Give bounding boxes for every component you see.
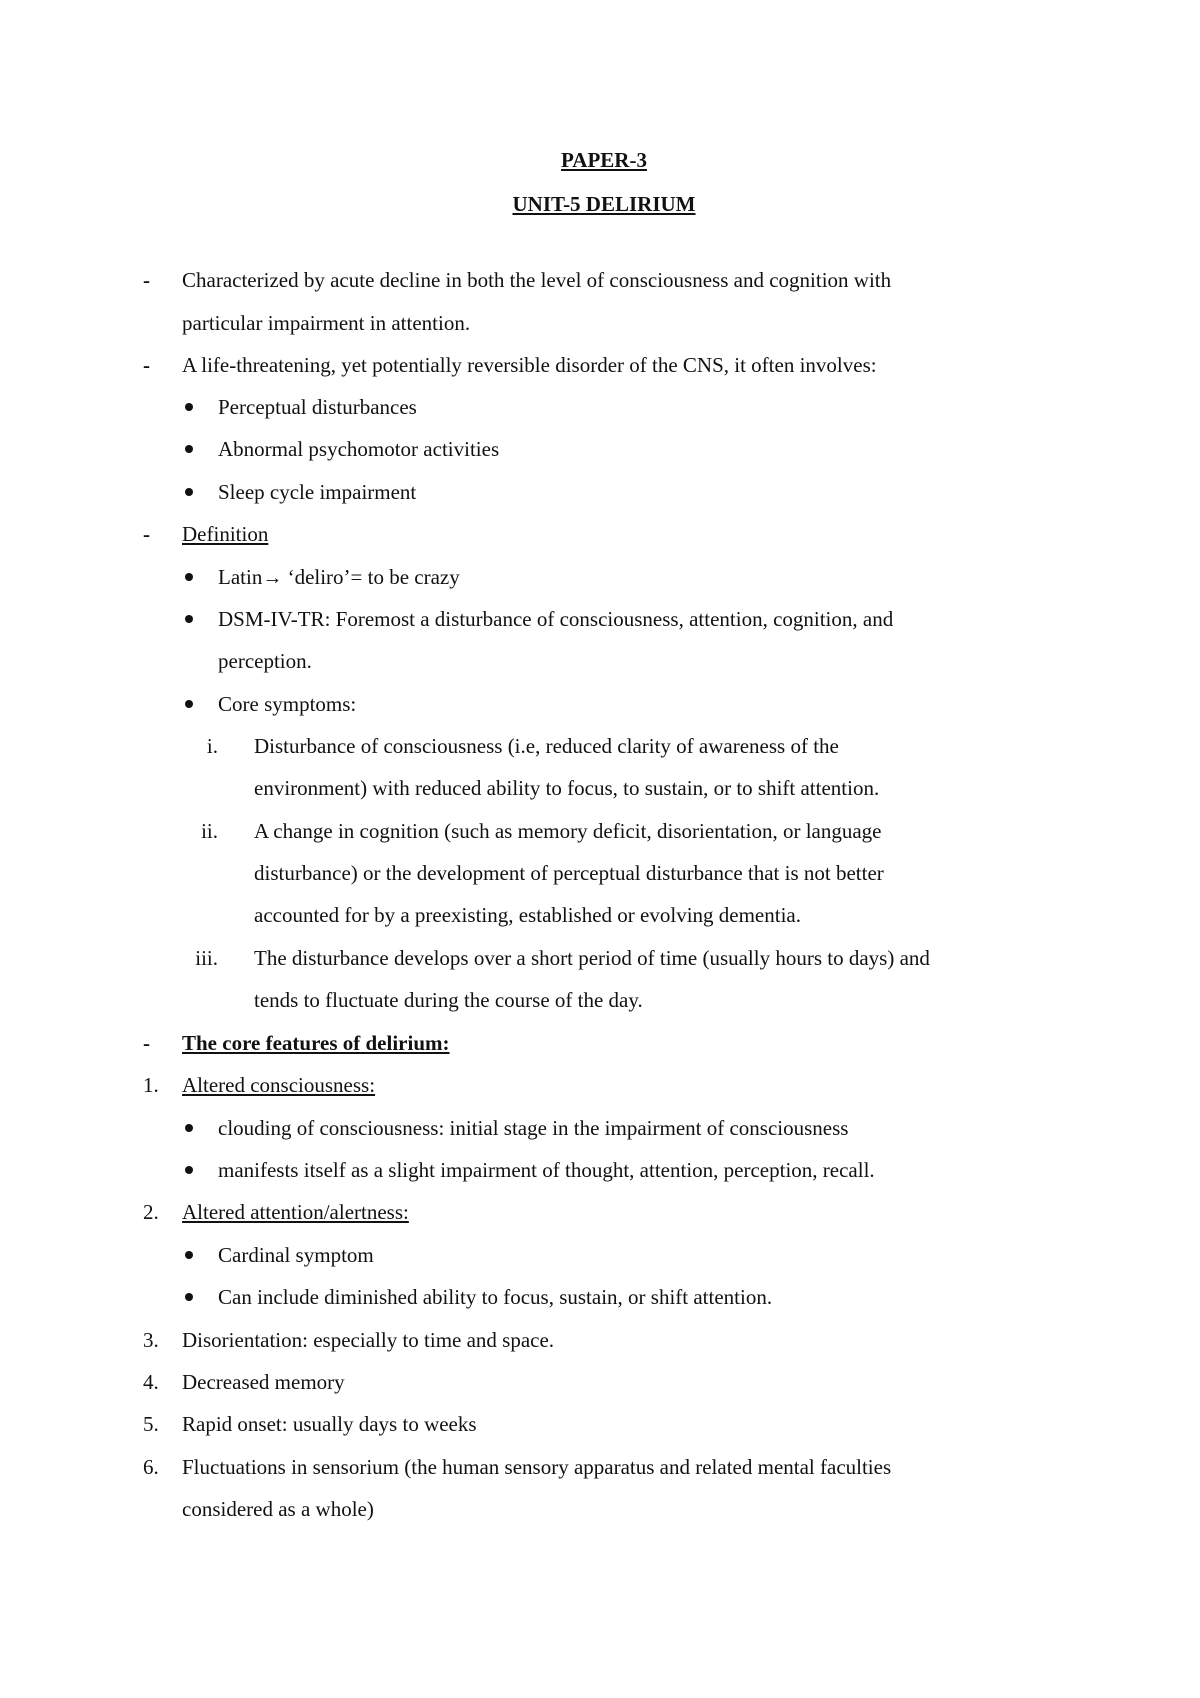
- feature-label: Altered consciousness:: [182, 1073, 376, 1097]
- paper-title: PAPER-3: [561, 148, 647, 172]
- latin-meaning: ‘deliro’= to be crazy: [282, 565, 460, 589]
- bullet-icon: [185, 445, 193, 453]
- bullet-icon: [185, 615, 193, 623]
- unit-title: UNIT-5 DELIRIUM: [512, 192, 696, 216]
- intro-line: A life-threatening, yet potentially reversible disorder of the CNS, it often involves:: [182, 353, 877, 377]
- symptom-line: disturbance) or the development of perceptual disturbance that is not better: [254, 861, 884, 885]
- feature-label: Decreased memory: [182, 1370, 345, 1394]
- number-marker: 2.: [143, 1200, 159, 1224]
- core-symptoms-label: Core symptoms:: [218, 692, 357, 716]
- dash-marker: -: [143, 1031, 150, 1055]
- list-item: Can include diminished ability to focus, sustain, or shift attention.: [218, 1285, 773, 1309]
- symptom-line: tends to fluctuate during the course of the day.: [254, 988, 643, 1012]
- list-item: Perceptual disturbances: [218, 395, 417, 419]
- bullet-icon: [185, 1293, 193, 1301]
- feature-label: considered as a whole): [182, 1497, 374, 1521]
- number-marker: 5.: [143, 1412, 159, 1436]
- symptom-line: Disturbance of consciousness (i.e, reduced clarity of awareness of the: [254, 734, 839, 758]
- list-item: clouding of consciousness: initial stage in the impairment of consciousness: [218, 1116, 849, 1140]
- dsm-definition: perception.: [218, 649, 312, 673]
- bullet-icon: [185, 1251, 193, 1259]
- feature-label: Rapid onset: usually days to weeks: [182, 1412, 477, 1436]
- dash-marker: -: [143, 522, 150, 546]
- list-item: Abnormal psychomotor activities: [218, 437, 500, 461]
- feature-label: Altered attention/alertness:: [182, 1200, 409, 1224]
- dsm-definition: DSM-IV-TR: Foremost a disturbance of consciousness, attention, cognition, and: [218, 607, 894, 631]
- feature-label: Fluctuations in sensorium (the human sensory apparatus and related mental faculties: [182, 1455, 892, 1479]
- symptom-line: accounted for by a preexisting, established or evolving dementia.: [254, 903, 801, 927]
- intro-line: particular impairment in attention.: [182, 311, 471, 335]
- symptom-line: The disturbance develops over a short period of time (usually hours to days) and: [254, 946, 930, 970]
- list-item: Cardinal symptom: [218, 1243, 374, 1267]
- symptom-line: environment) with reduced ability to focus, to sustain, or to shift attention.: [254, 776, 880, 800]
- list-item: Sleep cycle impairment: [218, 480, 417, 504]
- symptom-line: A change in cognition (such as memory deficit, disorientation, or language: [254, 819, 882, 843]
- roman-marker: ii.: [201, 819, 218, 843]
- roman-marker: iii.: [195, 946, 218, 970]
- latin-label: Latin: [218, 565, 263, 589]
- dash-marker: -: [143, 268, 150, 292]
- feature-label: Disorientation: especially to time and space.: [182, 1328, 555, 1352]
- core-features-heading: The core features of delirium:: [182, 1031, 450, 1055]
- bullet-icon: [185, 1166, 193, 1174]
- number-marker: 6.: [143, 1455, 159, 1479]
- dash-marker: -: [143, 353, 150, 377]
- number-marker: 4.: [143, 1370, 159, 1394]
- number-marker: 1.: [143, 1073, 159, 1097]
- list-item: manifests itself as a slight impairment of thought, attention, perception, recall.: [218, 1158, 875, 1182]
- roman-marker: i.: [206, 734, 218, 758]
- number-marker: 3.: [143, 1328, 159, 1352]
- bullet-icon: [185, 700, 193, 708]
- bullet-icon: [185, 1124, 193, 1132]
- bullet-icon: [185, 573, 193, 581]
- right-arrow-icon: →: [262, 567, 283, 589]
- bullet-icon: [185, 403, 193, 411]
- definition-heading: Definition: [182, 522, 269, 546]
- bullet-icon: [185, 488, 193, 496]
- latin-definition: [218, 564, 460, 591]
- intro-line: Characterized by acute decline in both the level of consciousness and cognition with: [182, 268, 892, 292]
